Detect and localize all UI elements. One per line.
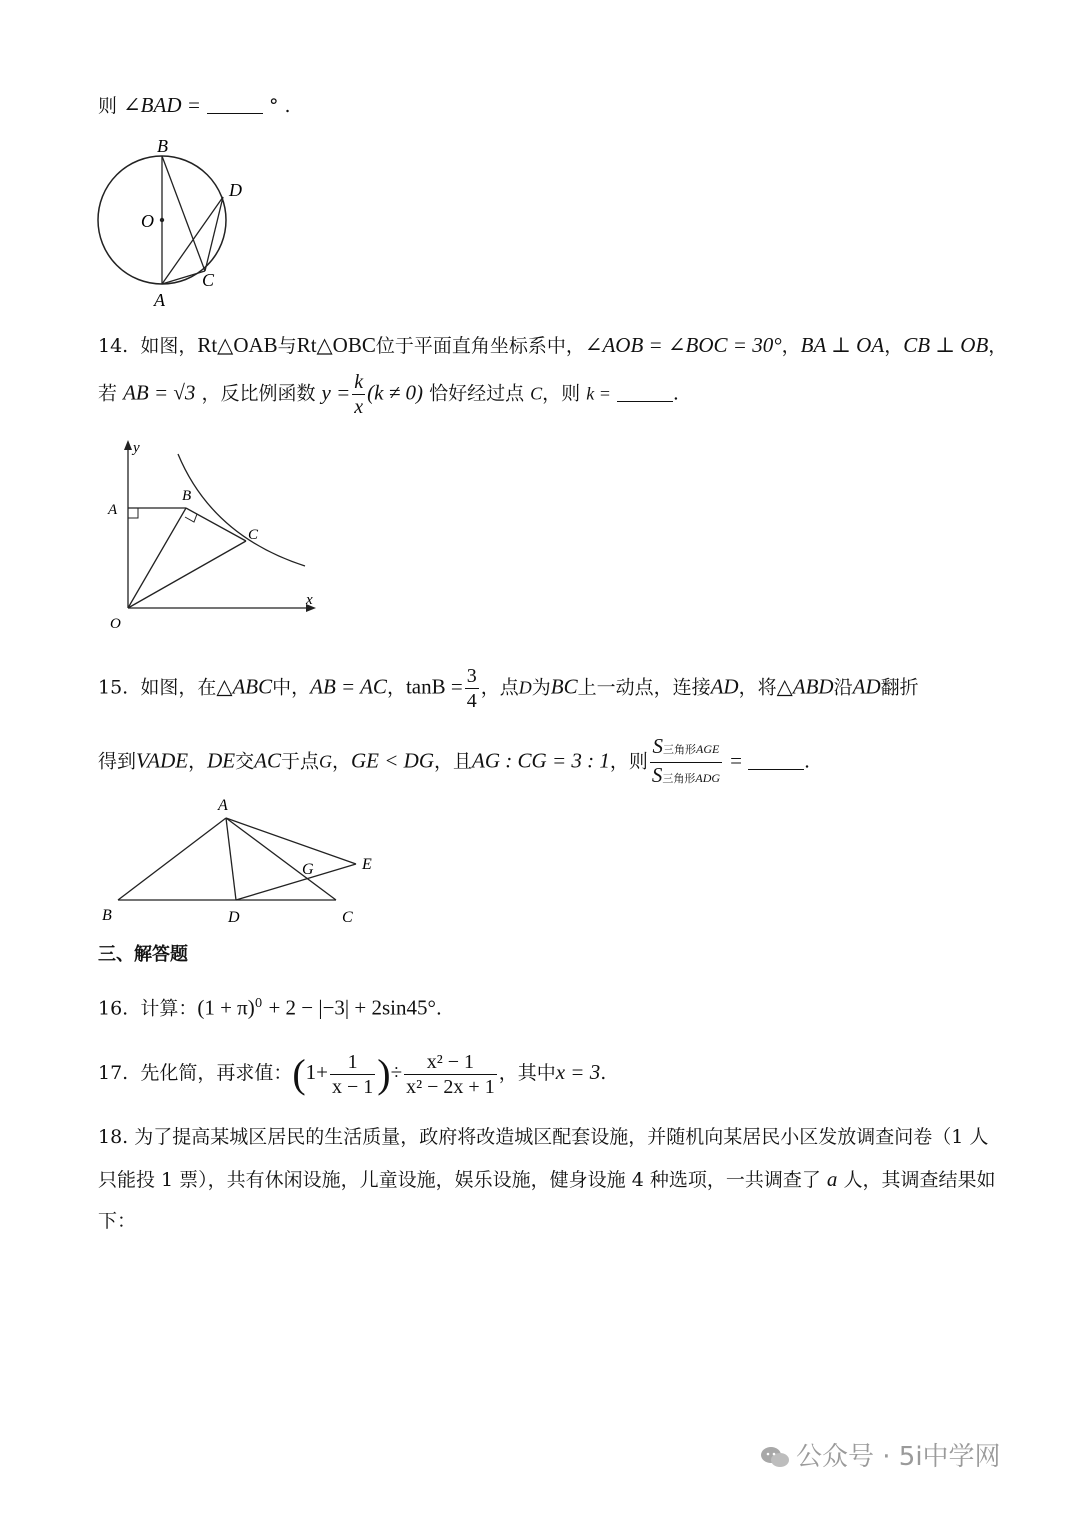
section-heading: 三、解答题 <box>98 944 188 965</box>
q15-text: ，点 <box>480 676 519 699</box>
fig15-label-e: E <box>362 856 372 873</box>
q15-math: AG : CG = 3 : 1 <box>472 748 610 773</box>
q16-text: 计算： <box>140 997 198 1020</box>
q15-text: 上一动点，连接 <box>577 676 711 699</box>
q14-point-c: C <box>530 383 543 404</box>
q15-text: 交 <box>235 750 255 773</box>
q14-math: CB ⊥ OB <box>903 333 989 357</box>
q14-text: 位于平面直角坐标系中， <box>375 335 585 357</box>
q17-frac-num: x² − 1 <box>404 1050 497 1075</box>
q14-frac-den: x <box>354 396 364 418</box>
fig14-label-c: C <box>248 527 259 543</box>
q18-math: a <box>826 1167 838 1191</box>
q16-math: + 2 − |−3| + 2sin45° <box>268 995 436 1020</box>
q13-expression: ∠BAD = <box>123 93 201 117</box>
q16-text: . <box>435 997 442 1020</box>
q15-text: ， <box>188 750 208 773</box>
q16-math: (1 + π) <box>197 995 255 1020</box>
fig14-label-b: B <box>182 488 192 504</box>
q15-math: tanB = <box>405 674 463 699</box>
q15-ratio-sub: 三角形 <box>663 743 697 756</box>
q14-text: 恰好经过点 <box>429 382 525 405</box>
q15-text: 如图，在 <box>140 676 217 699</box>
q15-math: AD <box>710 674 739 699</box>
q16-exponent: 0 <box>254 996 263 1010</box>
q15-math: AC <box>254 748 281 773</box>
q17-paren: ) <box>377 1051 391 1096</box>
q15-text: 得到 <box>98 750 137 773</box>
q15-text: ， <box>332 750 352 773</box>
watermark-text: 公众号 · 5i中学网 <box>796 1442 1001 1472</box>
q14-math: ∠AOB = ∠BOC = 30° <box>584 333 782 357</box>
q13-prefix: 则 <box>98 95 118 117</box>
fig15-label-c: C <box>342 909 353 926</box>
q15-ratio-s: S <box>651 763 663 787</box>
q15-text: ，则 <box>609 750 648 773</box>
q14-text: ，反比例函数 <box>201 382 316 405</box>
q15-math: GE < DG <box>351 748 435 773</box>
q15-math: VADE <box>136 748 189 773</box>
fig13-label-a: A <box>154 290 165 310</box>
fig15-label-g: G <box>302 861 314 878</box>
q15-text: 翻折 <box>880 676 919 699</box>
q14-math: (k ≠ 0) <box>367 380 424 405</box>
q15-text: 中， <box>272 676 311 699</box>
figure-15-triangle <box>96 792 396 932</box>
q15-text: 为 <box>531 676 551 699</box>
q15-number: 15. <box>98 676 129 699</box>
q17-math: x = 3 <box>555 1060 601 1084</box>
q15-text: . <box>803 750 811 773</box>
q14-text: 与 <box>277 335 297 357</box>
q15-text: ， <box>386 676 406 699</box>
q15-math: = <box>730 748 742 773</box>
q16-line <box>98 990 442 1021</box>
q17-paren: ( <box>292 1051 306 1096</box>
fig14-label-y: y <box>133 440 140 456</box>
q14-answer-blank[interactable] <box>617 383 673 402</box>
q18-text: 只能投 1 票），共有休闲设施，儿童设施，娱乐设施，健身设施 4 种选项，一共调查了 <box>98 1169 821 1191</box>
figure-14-coordinate-plane <box>100 436 330 636</box>
q15-frac-num: 3 <box>466 665 477 687</box>
q17-text: . <box>600 1062 607 1084</box>
q14-text: ，则 <box>542 382 581 405</box>
q18-line-2 <box>98 1166 995 1193</box>
q15-math: D <box>518 677 532 698</box>
fig15-label-b: B <box>102 907 112 924</box>
q18-line-1: 18. 为了提高某城区居民的生活质量，政府将改造城区配套设施，并随机向某居民小区发放调查问卷（1 人 <box>98 1126 989 1148</box>
q14-text: ， <box>988 335 1008 357</box>
q14-math: BA ⊥ OA <box>800 333 885 357</box>
q15-math: G <box>319 751 332 772</box>
q14-math: Rt△OBC <box>296 333 376 357</box>
fig15-label-d: D <box>228 909 240 926</box>
q17-text: ，其中 <box>498 1062 556 1084</box>
q15-math: AD <box>852 674 881 699</box>
q14-number: 14. <box>98 335 129 357</box>
q17-line <box>98 1046 606 1099</box>
q14-math: y = <box>321 380 351 405</box>
q14-text: . <box>672 382 679 405</box>
fig14-label-o: O <box>110 616 121 632</box>
q15-tan-fraction <box>465 664 479 713</box>
q15-frac-den: 4 <box>466 690 477 712</box>
q14-fraction <box>352 370 365 419</box>
q15-ratio-sub: ADG <box>695 771 721 785</box>
q17-fraction-1 <box>330 1050 375 1099</box>
wechat-icon <box>760 1445 790 1469</box>
q18-text: 人，其调查结果如 <box>843 1169 996 1191</box>
q13-suffix: ° . <box>269 95 291 117</box>
q17-number: 17. <box>98 1062 129 1084</box>
fig13-label-b: B <box>157 136 168 156</box>
q14-text: ， <box>884 335 904 357</box>
q15-math: AB = AC <box>310 674 387 699</box>
q14-line-1 <box>98 332 1007 359</box>
q15-math: BC <box>550 674 578 699</box>
q15-line-1 <box>98 664 919 713</box>
q17-frac-den: x² − 2x + 1 <box>406 1075 495 1098</box>
q15-ratio-s: S <box>652 734 664 758</box>
q15-text: 于点 <box>280 750 319 773</box>
q14-frac-num: k <box>354 371 364 393</box>
q14-line-2 <box>98 370 679 419</box>
q17-text: 先化简，再求值： <box>140 1062 293 1084</box>
fig13-label-d: D <box>229 180 242 200</box>
q17-fraction-2 <box>404 1050 497 1099</box>
q14-text: 如图， <box>140 335 198 357</box>
fig14-label-a: A <box>108 502 118 518</box>
q18-line-3: 下： <box>98 1210 137 1232</box>
q15-answer-blank[interactable] <box>748 751 804 770</box>
q15-math: △ABD <box>776 674 834 699</box>
q15-math: DE <box>207 748 236 773</box>
q15-ratio-sub: 三角形 <box>662 772 696 785</box>
q17-math: 1+ <box>305 1060 328 1084</box>
q15-area-ratio <box>650 734 722 791</box>
q15-math: △ABC <box>216 674 273 699</box>
fig14-label-x: x <box>306 592 313 608</box>
q14-text: 若 <box>98 382 118 405</box>
q16-number: 16. <box>98 997 129 1020</box>
q14-math: AB = √3 <box>123 380 196 405</box>
fig13-label-o: O <box>141 211 154 231</box>
q17-frac-num: 1 <box>330 1050 375 1075</box>
q13-answer-blank[interactable] <box>207 95 263 114</box>
q15-ratio-sub: AGE <box>696 742 720 756</box>
q15-line-2 <box>98 734 810 791</box>
q14-math: Rt△OAB <box>197 333 278 357</box>
watermark <box>760 1436 1001 1473</box>
fig15-label-a: A <box>218 797 228 814</box>
q15-text: ，且 <box>434 750 473 773</box>
q14-text: ， <box>781 335 801 357</box>
q15-text: 沿 <box>833 676 853 699</box>
q14-math: k = <box>586 383 611 404</box>
fig13-label-c: C <box>202 270 215 290</box>
q15-text: ，将 <box>738 676 777 699</box>
q17-math: ÷ <box>390 1060 403 1084</box>
q13-answer-line <box>98 92 291 119</box>
q17-frac-den: x − 1 <box>332 1075 374 1098</box>
figure-13-circle <box>90 132 260 312</box>
